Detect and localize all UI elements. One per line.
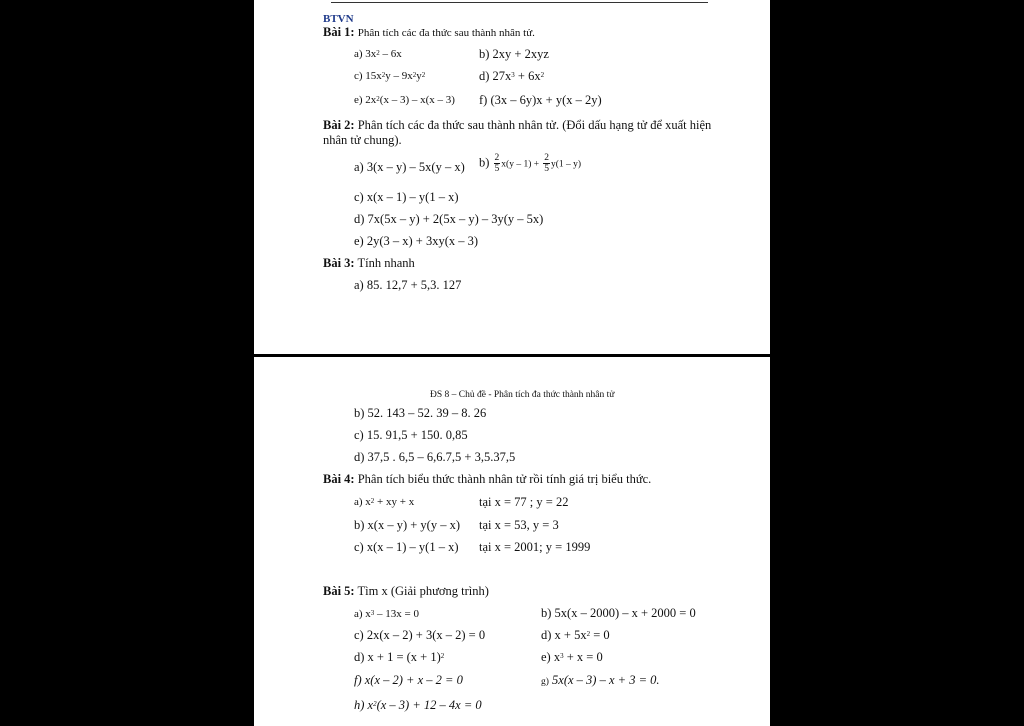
bai4-a-expr: a) $x^2$ + xy + x — [354, 496, 415, 508]
worksheet-page-1 — [254, 0, 770, 354]
bai4-heading: Bài 4: Phân tích biểu thức thành nhân tử rồi tính giá trị biểu thức. — [323, 472, 652, 486]
bai5-d: d) $x + 5x^2 = 0$ — [541, 628, 610, 642]
bai3-c: c) 15. 91,5 + 150. 0,85 — [354, 428, 468, 442]
bai1-d: d) $27x^3 + 6x^2$ — [479, 69, 545, 83]
bai2-e: e) 2y(3 – x) + 3xy(x – 3) — [354, 234, 479, 248]
bai5-e: e) $x^3 + x = 0$ — [541, 650, 603, 664]
btvn-heading: BTVN — [323, 13, 354, 25]
bai2-b: b) $\frac{2}{5}$ x(y – 1) + $\frac{2}{5}$ y(1 – y) — [479, 153, 582, 174]
bai1-b: b) 2xy + 2xyz — [479, 47, 549, 61]
bai1-f: f) (3x – 6y)x + y(x – 2y) — [479, 93, 602, 107]
page-header: ĐS 8 – Chủ đề - Phân tích đa thức thành nhân tử — [430, 390, 615, 400]
bai1-heading: Bài 1: Phân tích các đa thức sau thành nhân tử. — [323, 25, 535, 39]
table-bottom-border — [331, 0, 708, 3]
worksheet-page-2 — [254, 357, 770, 726]
bai5-a: a) $x^3 - 13x = 0$ — [354, 608, 420, 620]
bai2-heading-cont: nhân tử chung). — [323, 133, 402, 147]
bai4-a-cond: tại x = 77 ; y = 22 — [479, 495, 569, 509]
bai3-heading: Bài 3: Tính nhanh — [323, 256, 415, 270]
bai1-a: a) $3x^2 - 6x$ — [354, 48, 402, 60]
bai5-f: f) x(x – 2) + x – 2 = 0 — [354, 673, 463, 687]
bai3-a: a) 85. 12,7 + 5,3. 127 — [354, 278, 462, 292]
bai5-g: g) 5x(x – 3) – x + 3 = 0. — [541, 673, 660, 687]
bai5-h: h) $x^2(x - 3) + 12 - 4x = 0$ — [354, 698, 482, 712]
bai5-d-second: d) $x + 1 = (x + 1)^2$ — [354, 650, 445, 664]
bai3-d: d) 37,5 . 6,5 – 6,6.7,5 + 3,5.37,5 — [354, 450, 516, 464]
bai2-heading: Bài 2: Phân tích các đa thức sau thành nhân tử. (Đổi dấu hạng tử để xuất hiện — [323, 118, 712, 132]
bai5-heading: Bài 5: Tìm x (Giải phương trình) — [323, 584, 489, 598]
bai5-b: b) 5x(x – 2000) – x + 2000 = 0 — [541, 606, 696, 620]
bai5-c: c) 2x(x – 2) + 3(x – 2) = 0 — [354, 628, 486, 642]
bai1-c: c) $15x^2y - 9x^2y^2$ — [354, 70, 426, 82]
bai2-a: a) 3(x – y) – 5x(y – x) — [354, 160, 465, 174]
bai4-c-cond: tại x = 2001; y = 1999 — [479, 540, 591, 554]
bai1-e: e) $2x^2(x - 3) - x(x - 3)$ — [354, 94, 455, 106]
bai3-b: b) 52. 143 – 52. 39 – 8. 26 — [354, 406, 487, 420]
bai4-b-cond: tại x = 53, y = 3 — [479, 518, 559, 532]
bai2-c: c) x(x – 1) – y(1 – x) — [354, 190, 459, 204]
bai2-d: d) 7x(5x – y) + 2(5x – y) – 3y(y – 5x) — [354, 212, 544, 226]
bai4-b-expr: b) x(x – y) + y(y – x) — [354, 518, 460, 532]
bai4-c-expr: c) x(x – 1) – y(1 – x) — [354, 540, 459, 554]
